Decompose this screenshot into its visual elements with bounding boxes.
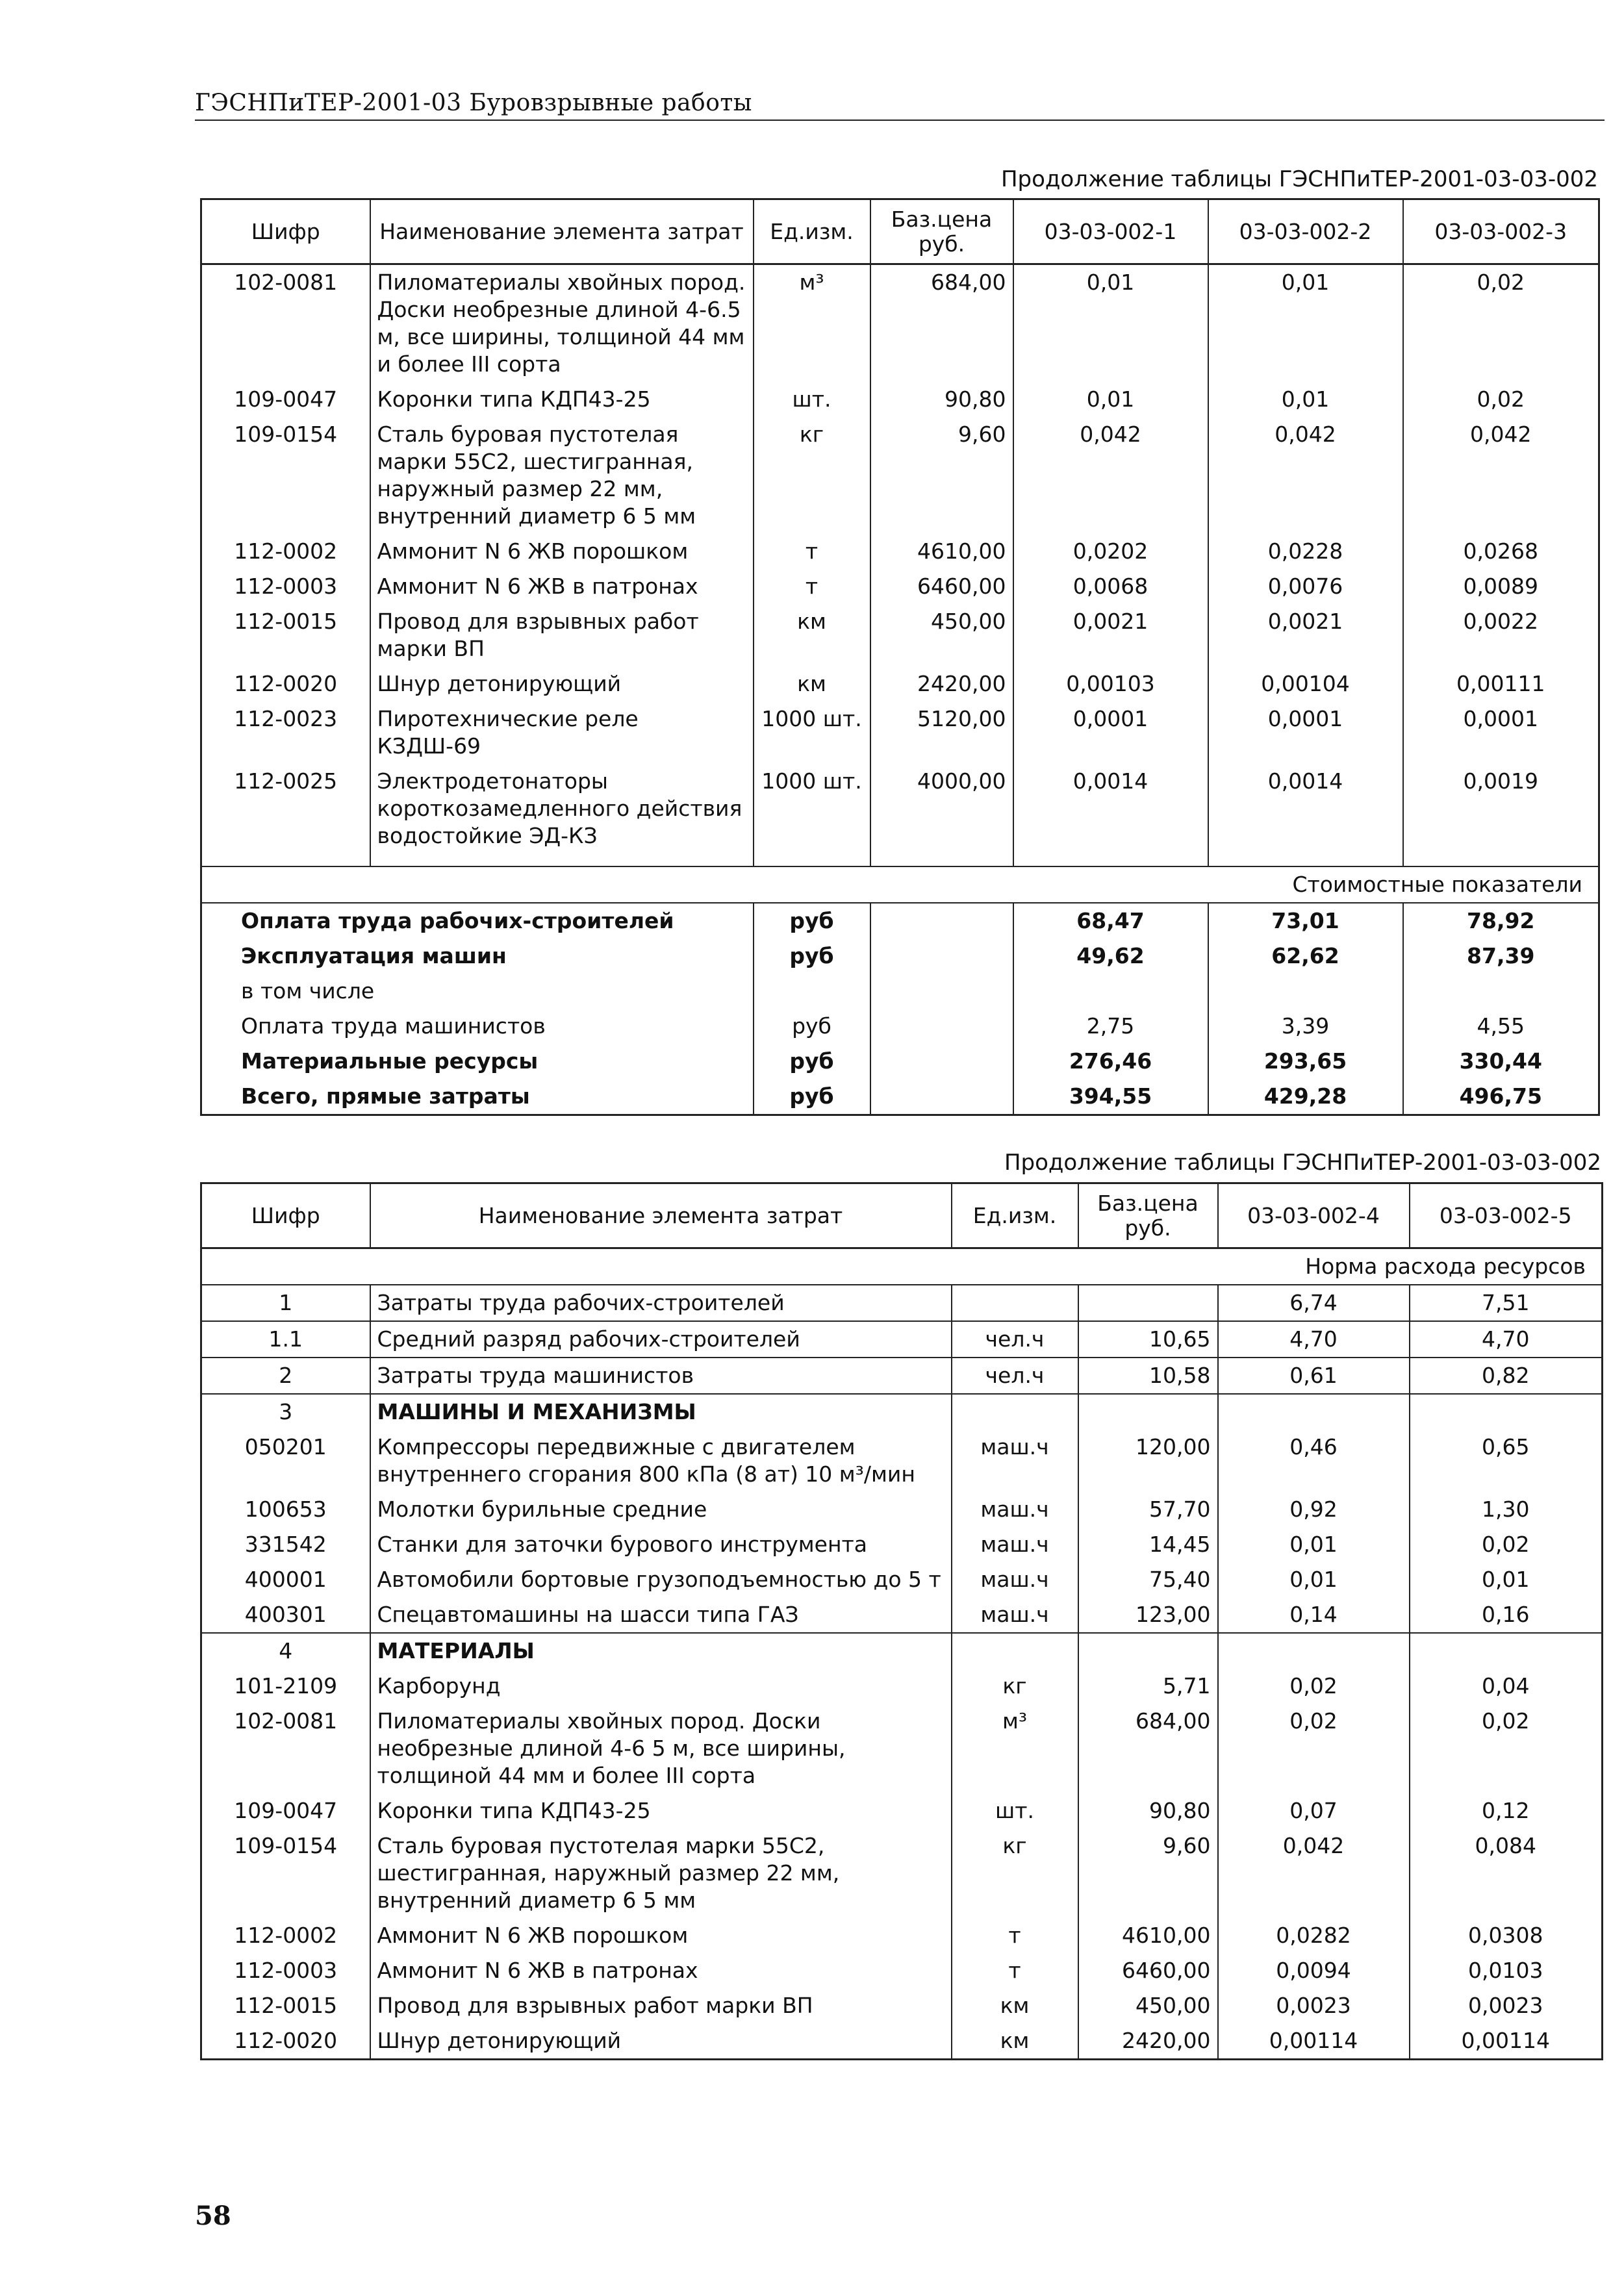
row-unit: чел.ч [952, 1321, 1078, 1358]
table-row [201, 1285, 1603, 1321]
row-name: Спецавтомашины на шасси типа ГАЗ [370, 1597, 952, 1633]
row-code: 331542 [201, 1527, 370, 1562]
column-header-unit: Ед.изм. [754, 199, 870, 264]
cost-unit: руб [754, 1009, 870, 1044]
row-norm-3: 0,042 [1403, 417, 1599, 534]
cost-value-1: 394,55 [1013, 1079, 1208, 1115]
table-row [201, 666, 1599, 701]
row-price: 9,60 [870, 417, 1013, 534]
row-price: 450,00 [870, 604, 1013, 666]
row-code: 112-0015 [201, 604, 370, 666]
row-code: 3 [201, 1394, 370, 1430]
row-norm-4: 0,46 [1218, 1430, 1410, 1492]
row-code: 2 [201, 1358, 370, 1394]
row-price: 4610,00 [1078, 1918, 1218, 1953]
table-row [201, 1828, 1603, 1918]
row-unit: шт. [952, 1793, 1078, 1828]
row-code: 109-0154 [201, 417, 370, 534]
spacer-cell [870, 853, 1013, 866]
cost-unit [754, 974, 870, 1009]
row-norm-4: 0,01 [1218, 1527, 1410, 1562]
row-price: 4000,00 [870, 764, 1013, 853]
row-price: 90,80 [870, 382, 1013, 417]
row-code: 102-0081 [201, 1704, 370, 1793]
cost-value-3: 87,39 [1403, 939, 1599, 974]
table2-header-row [201, 1183, 1603, 1248]
row-norm-3: 0,02 [1403, 264, 1599, 383]
cost-row [201, 974, 1599, 1009]
row-name: Аммонит N 6 ЖВ в патронах [370, 569, 754, 604]
row-unit: кг [952, 1669, 1078, 1704]
row-unit: т [754, 569, 870, 604]
cost-unit: руб [754, 939, 870, 974]
cost-price-empty [870, 903, 1013, 939]
cost-value-3 [1403, 974, 1599, 1009]
row-code: 050201 [201, 1430, 370, 1492]
row-norm-5: 0,00114 [1410, 2023, 1603, 2060]
row-norm-1: 0,01 [1013, 382, 1208, 417]
column-header-code: Шифр [201, 199, 370, 264]
row-price: 57,70 [1078, 1492, 1218, 1527]
table-row [201, 2023, 1603, 2060]
section-label-cost: Стоимостные показатели [201, 866, 1599, 903]
row-norm-4: 0,14 [1218, 1597, 1410, 1633]
cost-value-2: 73,01 [1208, 903, 1403, 939]
cost-label: Эксплуатация машин [201, 939, 754, 974]
row-norm-5: 0,16 [1410, 1597, 1603, 1633]
row-norm-5: 1,30 [1410, 1492, 1603, 1527]
row-norm-5: 0,82 [1410, 1358, 1603, 1394]
row-name: Коронки типа КДП43-25 [370, 382, 754, 417]
row-price [1078, 1633, 1218, 1669]
table-row [201, 1988, 1603, 2023]
row-name: Карборунд [370, 1669, 952, 1704]
row-norm-4 [1218, 1394, 1410, 1430]
row-norm-4: 0,02 [1218, 1669, 1410, 1704]
column-header-name: Наименование элемента затрат [370, 1183, 952, 1248]
row-name: Аммонит N 6 ЖВ порошком [370, 534, 754, 569]
table-row [201, 264, 1599, 383]
row-unit [952, 1394, 1078, 1430]
cost-unit: руб [754, 1044, 870, 1079]
row-price: 5,71 [1078, 1669, 1218, 1704]
row-price: 6460,00 [1078, 1953, 1218, 1988]
row-unit: кг [754, 417, 870, 534]
table-row [201, 534, 1599, 569]
table-row [201, 417, 1599, 534]
row-code: 400301 [201, 1597, 370, 1633]
row-price: 2420,00 [1078, 2023, 1218, 2060]
spacer-cell [754, 853, 870, 866]
table-row [201, 1358, 1603, 1394]
cost-price-empty [870, 939, 1013, 974]
cost-unit: руб [754, 903, 870, 939]
row-price: 75,40 [1078, 1562, 1218, 1597]
row-norm-5: 0,12 [1410, 1793, 1603, 1828]
row-unit: кг [952, 1828, 1078, 1918]
row-norm-2: 0,042 [1208, 417, 1403, 534]
row-unit: маш.ч [952, 1597, 1078, 1633]
row-code: 112-0023 [201, 701, 370, 764]
row-name: Автомобили бортовые грузоподъемностью до 5 т [370, 1562, 952, 1597]
row-unit: т [952, 1953, 1078, 1988]
cost-unit: руб [754, 1079, 870, 1115]
row-price: 684,00 [1078, 1704, 1218, 1793]
table-row [201, 1430, 1603, 1492]
row-code: 112-0025 [201, 764, 370, 853]
row-norm-1: 0,0001 [1013, 701, 1208, 764]
row-norm-1: 0,01 [1013, 264, 1208, 383]
table2-continuation-caption: Продолжение таблицы ГЭСНПиТЕР-2001-03-03-002 [1004, 1150, 1601, 1176]
row-name: Провод для взрывных работ марки ВП [370, 604, 754, 666]
row-price: 14,45 [1078, 1527, 1218, 1562]
row-unit [952, 1633, 1078, 1669]
row-norm-5: 0,01 [1410, 1562, 1603, 1597]
row-price: 10,65 [1078, 1321, 1218, 1358]
row-name: Шнур детонирующий [370, 2023, 952, 2060]
row-norm-4: 0,61 [1218, 1358, 1410, 1394]
row-norm-2: 0,0228 [1208, 534, 1403, 569]
section-row [201, 866, 1599, 903]
row-norm-4: 0,01 [1218, 1562, 1410, 1597]
row-name: Компрессоры передвижные с двигателем внутреннего сгорания 800 кПа (8 ат) 10 м³/мин [370, 1430, 952, 1492]
row-unit: км [754, 666, 870, 701]
cost-value-2 [1208, 974, 1403, 1009]
row-norm-1: 0,0068 [1013, 569, 1208, 604]
row-price: 450,00 [1078, 1988, 1218, 2023]
table-row [201, 701, 1599, 764]
row-unit: шт. [754, 382, 870, 417]
row-unit [952, 1285, 1078, 1321]
row-norm-2: 0,01 [1208, 264, 1403, 383]
cost-value-3: 78,92 [1403, 903, 1599, 939]
spacer-cell [1403, 853, 1599, 866]
cost-value-1: 2,75 [1013, 1009, 1208, 1044]
cost-value-2: 62,62 [1208, 939, 1403, 974]
row-norm-5: 7,51 [1410, 1285, 1603, 1321]
row-norm-2: 0,0001 [1208, 701, 1403, 764]
row-unit: чел.ч [952, 1358, 1078, 1394]
row-norm-4: 0,0282 [1218, 1918, 1410, 1953]
table-row [201, 1953, 1603, 1988]
section-heading-row [201, 1633, 1603, 1669]
column-header-norm-1: 03-03-002-1 [1013, 199, 1208, 264]
row-norm-4: 0,07 [1218, 1793, 1410, 1828]
row-norm-5: 0,084 [1410, 1828, 1603, 1918]
column-header-norm-2: 03-03-002-2 [1208, 199, 1403, 264]
row-norm-2: 0,01 [1208, 382, 1403, 417]
cost-row [201, 1044, 1599, 1079]
row-price: 5120,00 [870, 701, 1013, 764]
row-code: 112-0003 [201, 1953, 370, 1988]
row-norm-4: 0,00114 [1218, 2023, 1410, 2060]
column-header-price: Баз.цена руб. [1078, 1183, 1218, 1248]
table-row [201, 1492, 1603, 1527]
cost-value-1: 49,62 [1013, 939, 1208, 974]
spacer-cell [1208, 853, 1403, 866]
row-norm-5: 0,0023 [1410, 1988, 1603, 2023]
row-code: 400001 [201, 1562, 370, 1597]
cost-value-3: 4,55 [1403, 1009, 1599, 1044]
row-name: Коронки типа КДП43-25 [370, 1793, 952, 1828]
row-code: 4 [201, 1633, 370, 1669]
table-row [201, 1918, 1603, 1953]
row-norm-3: 0,02 [1403, 382, 1599, 417]
row-norm-3: 0,0019 [1403, 764, 1599, 853]
row-name: Аммонит N 6 ЖВ в патронах [370, 1953, 952, 1988]
table-row [201, 382, 1599, 417]
table1-header-row [201, 199, 1599, 264]
row-norm-5: 0,0308 [1410, 1918, 1603, 1953]
row-code: 112-0002 [201, 1918, 370, 1953]
row-unit: маш.ч [952, 1492, 1078, 1527]
row-norm-3: 0,0022 [1403, 604, 1599, 666]
table2 [200, 1182, 1603, 2060]
row-name: Провод для взрывных работ марки ВП [370, 1988, 952, 2023]
row-name: Средний разряд рабочих-строителей [370, 1321, 952, 1358]
row-code: 112-0015 [201, 1988, 370, 2023]
row-name: Электродетонаторы короткозамедленного действия водостойкие ЭД-КЗ [370, 764, 754, 853]
column-header-norm-4: 03-03-002-4 [1218, 1183, 1410, 1248]
row-unit: 1000 шт. [754, 764, 870, 853]
column-header-name: Наименование элемента затрат [370, 199, 754, 264]
row-norm-1: 0,0202 [1013, 534, 1208, 569]
row-name: Сталь буровая пустотелая марки 55С2, шестигранная, наружный размер 22 мм, внутренний диаметр 6 5 мм [370, 417, 754, 534]
row-unit: км [754, 604, 870, 666]
row-name: Пиломатериалы хвойных пород. Доски необрезные длиной 4-6.5 м, все ширины, толщиной 44 мм и более III сорта [370, 264, 754, 383]
spacer-row [201, 853, 1599, 866]
cost-label: в том числе [201, 974, 754, 1009]
cost-row [201, 1009, 1599, 1044]
table-row [201, 1793, 1603, 1828]
cost-value-1: 276,46 [1013, 1044, 1208, 1079]
row-norm-4: 0,0094 [1218, 1953, 1410, 1988]
cost-row [201, 1079, 1599, 1115]
row-unit: т [952, 1918, 1078, 1953]
table-row [201, 1669, 1603, 1704]
row-code: 109-0047 [201, 382, 370, 417]
table-row [201, 1562, 1603, 1597]
cost-price-empty [870, 1009, 1013, 1044]
cost-value-3: 496,75 [1403, 1079, 1599, 1115]
cost-label: Оплата труда машинистов [201, 1009, 754, 1044]
column-header-norm-5: 03-03-002-5 [1410, 1183, 1603, 1248]
column-header-unit: Ед.изм. [952, 1183, 1078, 1248]
row-norm-5: 0,0103 [1410, 1953, 1603, 1988]
row-norm-3: 0,0001 [1403, 701, 1599, 764]
cost-price-empty [870, 1044, 1013, 1079]
row-unit: м³ [952, 1704, 1078, 1793]
row-norm-2: 0,0021 [1208, 604, 1403, 666]
cost-label: Оплата труда рабочих-строителей [201, 903, 754, 939]
table-row [201, 764, 1599, 853]
row-price: 9,60 [1078, 1828, 1218, 1918]
row-price: 120,00 [1078, 1430, 1218, 1492]
row-norm-2: 0,0014 [1208, 764, 1403, 853]
row-norm-4: 6,74 [1218, 1285, 1410, 1321]
column-header-norm-3: 03-03-002-3 [1403, 199, 1599, 264]
column-header-price: Баз.цена руб. [870, 199, 1013, 264]
section-row [201, 1248, 1603, 1285]
row-norm-3: 0,0089 [1403, 569, 1599, 604]
row-price [1078, 1285, 1218, 1321]
cost-value-1: 68,47 [1013, 903, 1208, 939]
row-name: МАШИНЫ И МЕХАНИЗМЫ [370, 1394, 952, 1430]
row-norm-1: 0,00103 [1013, 666, 1208, 701]
row-norm-1: 0,0021 [1013, 604, 1208, 666]
row-norm-4: 0,042 [1218, 1828, 1410, 1918]
row-norm-4: 4,70 [1218, 1321, 1410, 1358]
row-code: 112-0020 [201, 2023, 370, 2060]
row-code: 109-0047 [201, 1793, 370, 1828]
row-price: 684,00 [870, 264, 1013, 383]
row-unit: 1000 шт. [754, 701, 870, 764]
row-norm-4: 0,0023 [1218, 1988, 1410, 2023]
row-price: 10,58 [1078, 1358, 1218, 1394]
row-norm-5: 0,02 [1410, 1527, 1603, 1562]
row-price: 123,00 [1078, 1597, 1218, 1633]
row-name: Затраты труда рабочих-строителей [370, 1285, 952, 1321]
cost-value-3: 330,44 [1403, 1044, 1599, 1079]
section-heading-row [201, 1394, 1603, 1430]
spacer-cell [1013, 853, 1208, 866]
row-price: 6460,00 [870, 569, 1013, 604]
cost-row [201, 903, 1599, 939]
row-price [1078, 1394, 1218, 1430]
table-row [201, 1704, 1603, 1793]
row-norm-4 [1218, 1633, 1410, 1669]
row-norm-3: 0,00111 [1403, 666, 1599, 701]
table-row [201, 1321, 1603, 1358]
row-norm-5: 0,04 [1410, 1669, 1603, 1704]
row-norm-5 [1410, 1633, 1603, 1669]
table-row [201, 1597, 1603, 1633]
row-name: Шнур детонирующий [370, 666, 754, 701]
row-name: Пиротехнические реле КЗДШ-69 [370, 701, 754, 764]
row-name: Станки для заточки бурового инструмента [370, 1527, 952, 1562]
page-number: 58 [195, 2201, 231, 2231]
row-unit: маш.ч [952, 1527, 1078, 1562]
section-label-norm: Норма расхода ресурсов [1218, 1248, 1603, 1285]
row-code: 112-0002 [201, 534, 370, 569]
row-norm-3: 0,0268 [1403, 534, 1599, 569]
row-code: 1.1 [201, 1321, 370, 1358]
row-norm-2: 0,00104 [1208, 666, 1403, 701]
row-norm-5 [1410, 1394, 1603, 1430]
row-unit: маш.ч [952, 1562, 1078, 1597]
cost-value-2: 3,39 [1208, 1009, 1403, 1044]
cost-price-empty [870, 974, 1013, 1009]
spacer-cell [201, 853, 370, 866]
row-name: Затраты труда машинистов [370, 1358, 952, 1394]
row-norm-1: 0,0014 [1013, 764, 1208, 853]
row-norm-1: 0,042 [1013, 417, 1208, 534]
cost-row [201, 939, 1599, 974]
row-unit: м³ [754, 264, 870, 383]
row-code: 112-0003 [201, 569, 370, 604]
header-rule [195, 120, 1605, 121]
row-unit: маш.ч [952, 1430, 1078, 1492]
table1 [200, 198, 1600, 1116]
row-code: 109-0154 [201, 1828, 370, 1918]
table-row [201, 604, 1599, 666]
table-row [201, 569, 1599, 604]
row-code: 1 [201, 1285, 370, 1321]
row-name: МАТЕРИАЛЫ [370, 1633, 952, 1669]
row-unit: км [952, 1988, 1078, 2023]
row-price: 4610,00 [870, 534, 1013, 569]
cost-value-1 [1013, 974, 1208, 1009]
row-price: 2420,00 [870, 666, 1013, 701]
row-name: Пиломатериалы хвойных пород. Доски необрезные длиной 4-6 5 м, все ширины, толщиной 44 мм и более III сорта [370, 1704, 952, 1793]
row-norm-4: 0,02 [1218, 1704, 1410, 1793]
row-norm-5: 4,70 [1410, 1321, 1603, 1358]
cost-label: Всего, прямые затраты [201, 1079, 754, 1115]
row-unit: т [754, 534, 870, 569]
cost-price-empty [870, 1079, 1013, 1115]
row-norm-4: 0,92 [1218, 1492, 1410, 1527]
section-spacer [201, 1248, 1218, 1285]
row-code: 100653 [201, 1492, 370, 1527]
table1-continuation-caption: Продолжение таблицы ГЭСНПиТЕР-2001-03-03-002 [1000, 166, 1598, 192]
row-code: 112-0020 [201, 666, 370, 701]
row-name: Аммонит N 6 ЖВ порошком [370, 1918, 952, 1953]
row-norm-5: 0,65 [1410, 1430, 1603, 1492]
column-header-code: Шифр [201, 1183, 370, 1248]
row-norm-5: 0,02 [1410, 1704, 1603, 1793]
cost-label: Материальные ресурсы [201, 1044, 754, 1079]
row-name: Молотки бурильные средние [370, 1492, 952, 1527]
table-row [201, 1527, 1603, 1562]
row-price: 90,80 [1078, 1793, 1218, 1828]
row-name: Сталь буровая пустотелая марки 55С2, шестигранная, наружный размер 22 мм, внутренний диаметр 6 5 мм [370, 1828, 952, 1918]
row-norm-2: 0,0076 [1208, 569, 1403, 604]
row-code: 101-2109 [201, 1669, 370, 1704]
cost-value-2: 293,65 [1208, 1044, 1403, 1079]
page-header: ГЭСНПиТЕР-2001-03 Буровзрывные работы [195, 90, 752, 116]
row-code: 102-0081 [201, 264, 370, 383]
spacer-cell [370, 853, 754, 866]
row-unit: км [952, 2023, 1078, 2060]
cost-value-2: 429,28 [1208, 1079, 1403, 1115]
